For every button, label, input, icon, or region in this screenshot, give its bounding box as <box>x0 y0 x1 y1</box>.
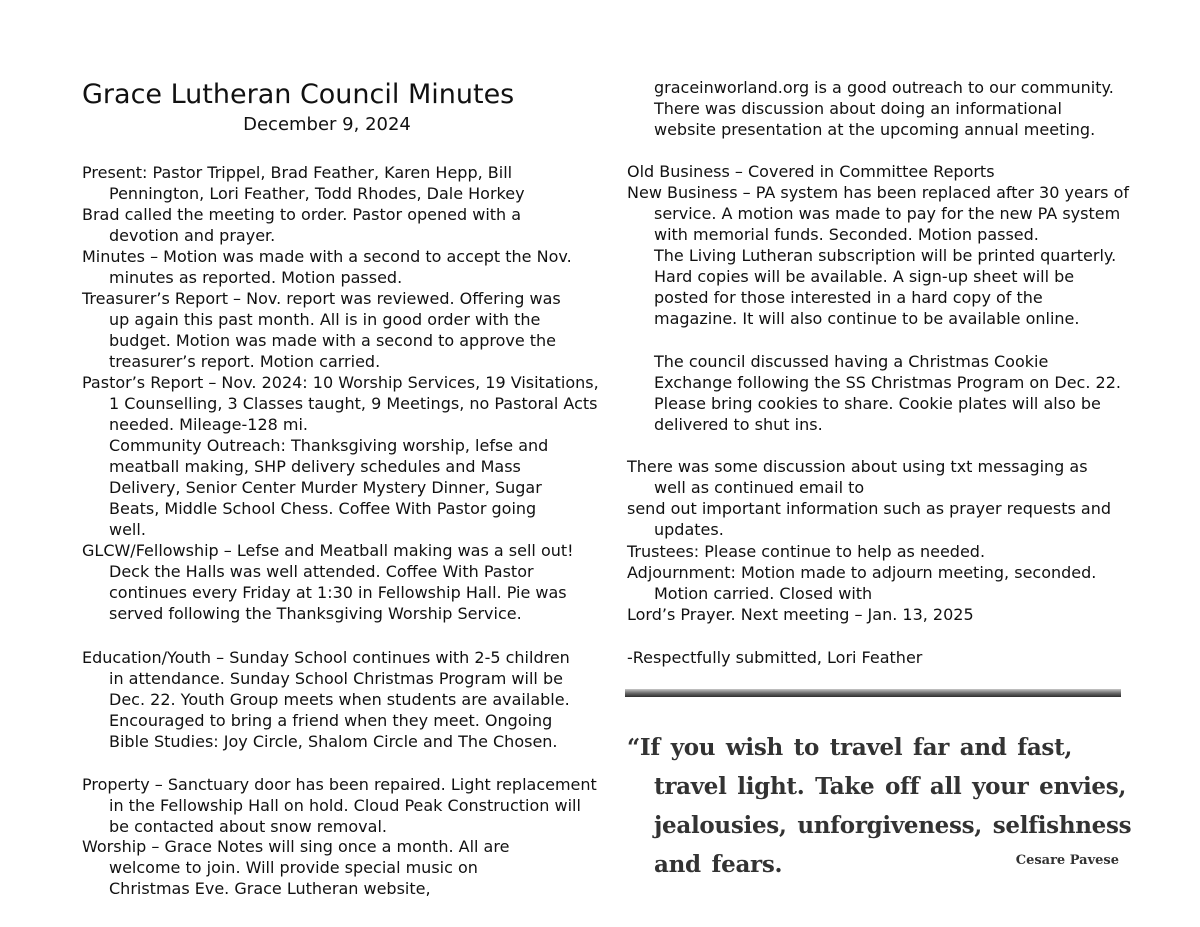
worship-paragraph: Worship – Grace Notes will sing once a month. All are welcome to join. Will provide special music on Christmas Eve. Grace Lutheran website, <box>82 837 510 898</box>
treasurer-report-paragraph: Treasurer’s Report – Nov. report was reviewed. Offering was up again this past month. All is in good order with the budget. Motion was made with a second to approve the treasurer’s report. Motion carried. <box>82 289 561 371</box>
section-divider <box>625 689 1121 697</box>
submitted-by: -Respectfully submitted, Lori Feather <box>627 648 923 667</box>
website-paragraph: graceinworland.org is a good outreach to our community. There was discussion about doing an informational website presentation at the upcoming annual meeting. <box>654 78 1114 139</box>
new-business-paragraph: New Business – PA system has been replaced after 30 years of service. A motion was made to pay for the new PA system with memorial funds. Seconded. Motion passed. <box>627 183 1130 244</box>
fellowship-paragraph: GLCW/Fellowship – Lefse and Meatball making was a sell out! Deck the Halls was well attended. Coffee With Pastor continues every Friday at 1:30 in Fellowship Hall. Pie was served following the Thanksgiving Worship Service. <box>82 541 574 623</box>
education-youth-paragraph: Education/Youth – Sunday School continues with 2-5 children in attendance. Sunday School Christmas Program will be Dec. 22. Youth Group meets when students are available. Encouraged to bring a friend when they meet. Ongoing Bible Studies: Joy Circle, Shalom Circle and The Chosen. <box>82 648 570 751</box>
community-outreach-paragraph: Community Outreach: Thanksgiving worship, lefse and meatball making, SHP delivery schedules and Mass Delivery, Senior Center Murder Mystery Dinner, Sugar Beats, Middle School Chess. Coffee With Pastor going well. <box>109 436 549 539</box>
trustees-paragraph: Trustees: Please continue to help as needed. <box>627 542 986 561</box>
adjournment-paragraph: Adjournment: Motion made to adjourn meeting, seconded. Motion carried. Closed with <box>627 563 1097 603</box>
page-title: Grace Lutheran Council Minutes <box>82 79 515 110</box>
call-to-order-paragraph: Brad called the meeting to order. Pastor opened with a devotion and prayer. <box>82 205 522 245</box>
cookie-exchange-paragraph: The council discussed having a Christmas Cookie Exchange following the SS Christmas Program on Dec. 22. Please bring cookies to share. Cookie plates will also be delivered to shut ins. <box>654 352 1121 434</box>
living-lutheran-paragraph: The Living Lutheran subscription will be printed quarterly. Hard copies will be available. A sign-up sheet will be posted for those interested in a hard copy of the magazine. It will also continue to be available online. <box>654 246 1117 328</box>
pastor-report-paragraph: Pastor’s Report – Nov. 2024: 10 Worship Services, 19 Visitations, 1 Counselling, 3 Classes taught, 9 Meetings, no Pastoral Acts needed. Mileage-128 mi. <box>82 373 599 434</box>
meeting-date: December 9, 2024 <box>243 114 411 135</box>
send-out-paragraph: send out important information such as prayer requests and updates. <box>627 499 1111 539</box>
present-paragraph: Present: Pastor Trippel, Brad Feather, Karen Hepp, Bill Pennington, Lori Feather, Todd Rhodes, Dale Horkey <box>82 163 525 203</box>
messaging-paragraph: There was some discussion about using txt messaging as well as continued email to <box>627 457 1088 497</box>
next-meeting-paragraph: Lord’s Prayer. Next meeting – Jan. 13, 2025 <box>627 605 974 624</box>
property-paragraph: Property – Sanctuary door has been repaired. Light replacement in the Fellowship Hall on hold. Cloud Peak Construction will be contacted about snow removal. <box>82 775 597 836</box>
old-business-paragraph: Old Business – Covered in Committee Reports <box>627 162 995 181</box>
quote-author: Cesare Pavese <box>1015 853 1119 868</box>
minutes-paragraph: Minutes – Motion was made with a second to accept the Nov. minutes as reported. Motion passed. <box>82 247 572 287</box>
quote-text: “If you wish to travel far and fast, travel light. Take off all your envies, jealousies, unforgiveness, selfishness and fears. <box>627 734 1132 878</box>
